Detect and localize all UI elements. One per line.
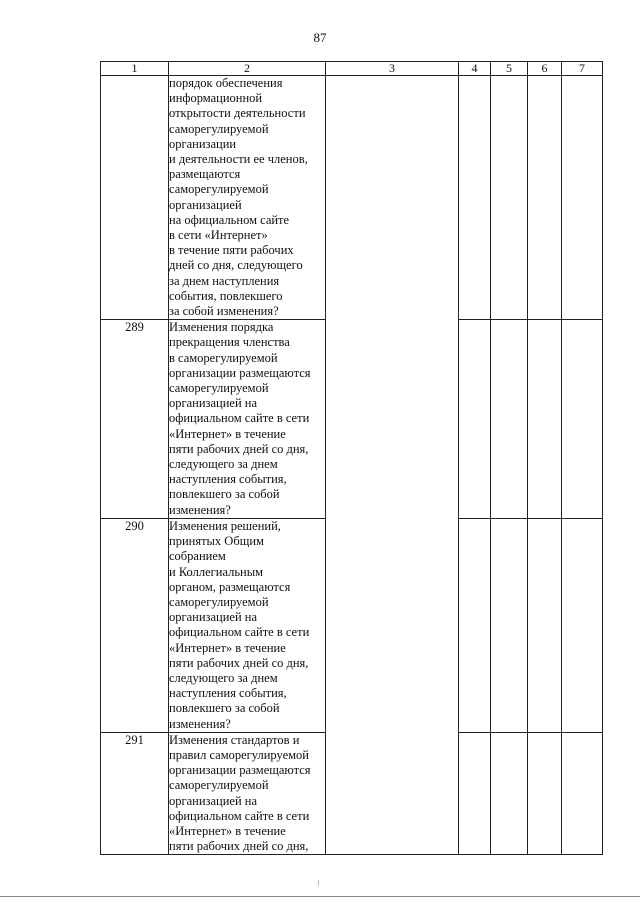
- row-number: 291: [101, 732, 169, 855]
- question-text-line: в течение пяти рабочих: [169, 243, 294, 258]
- question-text-line: организации размещаются: [169, 763, 311, 778]
- question-text-line: изменения?: [169, 716, 231, 731]
- question-text: [169, 518, 326, 732]
- question-text-line: правил саморегулируемой: [169, 747, 309, 762]
- answer-cell-col7: [562, 518, 603, 732]
- question-text-line: саморегулируемой: [169, 381, 269, 396]
- question-text-line: пяти рабочих дней со дня,: [169, 655, 309, 670]
- question-text-line: «Интернет» в течение: [169, 426, 286, 441]
- question-text-line: собранием: [169, 549, 226, 564]
- answer-cell-col5: [491, 320, 528, 519]
- question-text-line: организацией на: [169, 396, 258, 411]
- question-table: [100, 61, 603, 855]
- column-header-1: 1: [101, 62, 169, 76]
- question-text-line: саморегулируемой: [169, 182, 269, 197]
- question-text: [169, 732, 326, 855]
- question-text-line: саморегулируемой: [169, 594, 269, 609]
- row-number: 290: [101, 518, 169, 732]
- question-text-line: дней со дня, следующего: [169, 258, 303, 273]
- question-text-line: организацией на: [169, 610, 258, 625]
- answer-cell-col5: [491, 76, 528, 320]
- header-row: [101, 62, 603, 76]
- question-text-line: пяти рабочих дней со дня,: [169, 839, 309, 854]
- question-text-line: официальном сайте в сети: [169, 411, 310, 426]
- column-header-5: 5: [491, 62, 528, 76]
- answer-cell-col4: [459, 76, 491, 320]
- question-text-line: повлекшего за собой: [169, 701, 280, 716]
- answer-cell-col6: [528, 320, 562, 519]
- question-text-line: на официальном сайте: [169, 212, 290, 227]
- question-text-line: наступления события,: [169, 686, 287, 701]
- question-text-line: «Интернет» в течение: [169, 823, 286, 838]
- answer-cell-col7: [562, 76, 603, 320]
- question-text-line: принятых Общим: [169, 534, 264, 549]
- question-text-line: организацией на: [169, 793, 258, 808]
- question-text-line: и Коллегиальным: [169, 564, 264, 579]
- question-text-line: порядок обеспечения: [169, 76, 283, 90]
- row-number: 289: [101, 320, 169, 519]
- question-text-line: события, повлекшего: [169, 288, 283, 303]
- question-text-line: саморегулируемой: [169, 778, 269, 793]
- question-text-line: наступления события,: [169, 472, 287, 487]
- question-text-line: повлекшего за собой: [169, 487, 280, 502]
- question-text-line: информационной: [169, 91, 263, 106]
- question-text-line: официальном сайте в сети: [169, 625, 310, 640]
- question-text-line: за собой изменения?: [169, 304, 279, 319]
- answer-cell-col4: [459, 518, 491, 732]
- answer-cell-col4: [459, 320, 491, 519]
- question-text-line: Изменения решений,: [169, 518, 281, 533]
- row-number: [101, 76, 169, 320]
- answer-cell-col7: [562, 732, 603, 855]
- question-text-line: организации: [169, 136, 237, 151]
- page-bottom-edge: [0, 896, 640, 897]
- answer-cell-col3: [326, 76, 459, 855]
- question-text-line: организацией: [169, 197, 242, 212]
- question-text-line: открытости деятельности: [169, 106, 306, 121]
- answer-cell-col6: [528, 518, 562, 732]
- question-text-line: органом, размещаются: [169, 579, 291, 594]
- question-text-line: размещаются: [169, 167, 241, 182]
- column-header-4: 4: [459, 62, 491, 76]
- page-number: 87: [313, 30, 327, 45]
- question-text-line: прекращения членства: [169, 335, 290, 350]
- question-text-line: и деятельности ее членов,: [169, 152, 308, 167]
- column-header-2: 2: [169, 62, 326, 76]
- question-text-line: следующего за днем: [169, 670, 278, 685]
- answer-cell-col4: [459, 732, 491, 855]
- answer-cell-col5: [491, 732, 528, 855]
- table-row: [101, 76, 603, 320]
- question-text-line: официальном сайте в сети: [169, 808, 310, 823]
- question-text-line: пяти рабочих дней со дня,: [169, 441, 309, 456]
- question-text-line: организации размещаются: [169, 365, 311, 380]
- question-text-line: «Интернет» в течение: [169, 640, 286, 655]
- answer-cell-col6: [528, 76, 562, 320]
- question-text: [169, 320, 326, 519]
- question-text-line: в сети «Интернет»: [169, 228, 268, 243]
- question-text-line: изменения?: [169, 502, 231, 517]
- answer-cell-col7: [562, 320, 603, 519]
- scan-artifact: [318, 880, 319, 886]
- question-text-line: за днем наступления: [169, 273, 280, 288]
- question-text-line: Изменения стандартов и: [169, 732, 300, 747]
- column-header-7: 7: [562, 62, 603, 76]
- answer-cell-col5: [491, 518, 528, 732]
- question-text-line: следующего за днем: [169, 457, 278, 472]
- answer-cell-col6: [528, 732, 562, 855]
- question-text-line: саморегулируемой: [169, 121, 269, 136]
- column-header-3: 3: [326, 62, 459, 76]
- column-header-6: 6: [528, 62, 562, 76]
- question-text-line: в саморегулируемой: [169, 350, 278, 365]
- question-text-line: Изменения порядка: [169, 320, 274, 335]
- question-text: [169, 76, 326, 320]
